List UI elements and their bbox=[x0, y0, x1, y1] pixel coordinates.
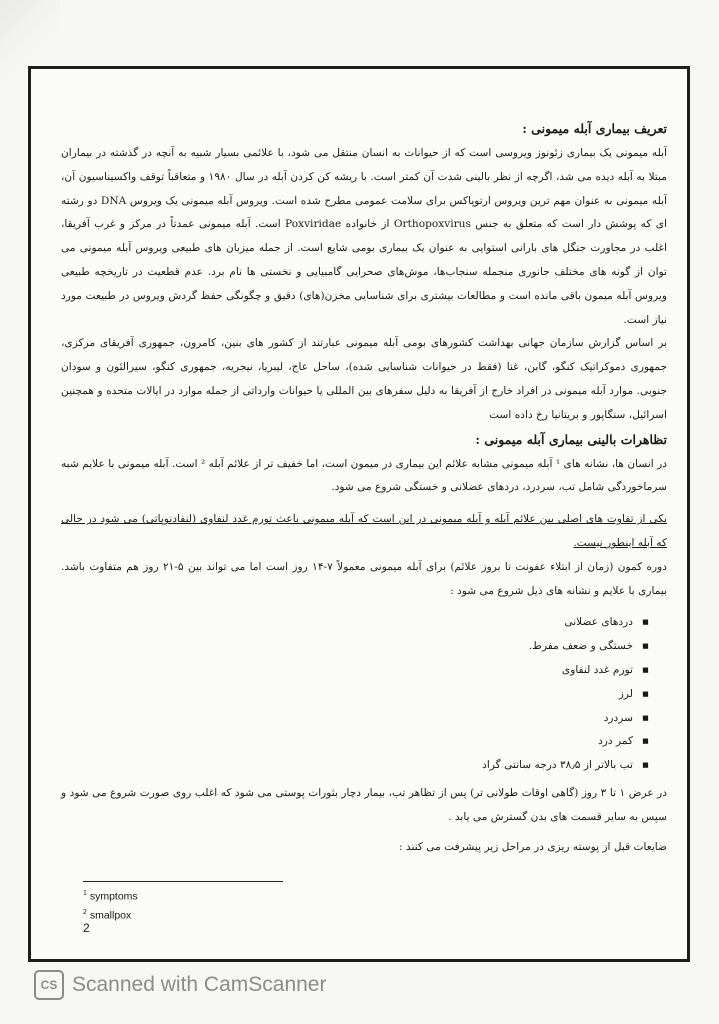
list-item: ▪ کمر درد bbox=[61, 730, 649, 754]
list-item: ▪ تب بالاتر از ۳۸٫۵ درجه سانتی گراد bbox=[61, 754, 649, 778]
list-item: ▪ خستگی و ضعف مفرط. bbox=[61, 635, 649, 659]
lesions-paragraph: ضایعات قبل از پوسته ریزی در مراحل زیر پیشرفت می کنند : bbox=[399, 840, 667, 853]
watermark-text: Scanned with CamScanner bbox=[72, 973, 327, 996]
list-item: ▪ دردهای عضلانی bbox=[61, 611, 649, 635]
camscanner-watermark bbox=[34, 970, 326, 1000]
footnote-1: $^1$ symptoms bbox=[83, 890, 138, 903]
list-item: ▪ سردرد bbox=[61, 707, 649, 731]
document-page bbox=[28, 66, 690, 962]
page-number: 2 bbox=[83, 921, 90, 935]
footnotes bbox=[83, 881, 283, 923]
incubation-paragraph: دوره کمون (زمان از ابتلاء عفونت تا بروز علائم) برای آبله میمونی معمولاً ۷-۱۴ روز است اما می تواند بین ۵-۲۱ روز هم متفاوت باشد. بیماری با علایم و نشانه های ذیل شروع می شود : bbox=[61, 560, 667, 597]
footnote-2: $^2$ smallpox bbox=[83, 908, 132, 921]
rash-paragraph: در عرض ۱ تا ۳ روز (گاهی اوقات طولانی تر) پس از تظاهر تب، بیمار دچار بثورات پوستی می شود که اغلب روی صورت شروع می شود و سپس به سایر قسمت های بدن گسترش می یابد . bbox=[61, 786, 667, 823]
camscanner-logo-icon: CS bbox=[34, 970, 64, 1000]
section-heading-definition: تعریف بیماری آبله میمونی : bbox=[522, 121, 667, 136]
endemic-countries-paragraph: بر اساس گزارش سازمان جهانی بهداشت کشورهای بومی آبله میمونی عبارتند از کشور های بنین، کامرون، جمهوری آفریقای مرکزی، جمهوری دموکراتیک کنگو، گابن، غنا (فقط در حیوانات شناسایی شده)، ساحل عاج، لیبریا، نیجریه، جمهوری کنگو، سیرالئون و سودان جنوبی. موارد آبله میمونی در افراد خارج از آفریقا به دلیل سفرهای بین المللی یا حیوانات وارداتی از جمله موارد در ایالات متحده و همچنین اسرائیل، سنگاپور و بریتانیا رخ داده است bbox=[61, 337, 667, 421]
list-item: ▪ لرز bbox=[61, 683, 649, 707]
difference-paragraph: یکی از تفاوت های اصلی بین علائم آبله و آبله میمونی در این است که آبله میمونی باعث تورم غدد لنفاوی (لنفادنوپاتی) می شود در حالی که آبله اینطور نیست. bbox=[61, 513, 667, 549]
footnote-divider bbox=[83, 881, 283, 882]
list-item: ▪ تورم غدد لنفاوی bbox=[61, 659, 649, 683]
section-heading-clinical: تظاهرات بالینی بیماری آبله میمونی : bbox=[475, 431, 667, 447]
clinical-paragraph: در انسان ها، نشانه های ¹ آبله میمونی مشابه علائم این بیماری در میمون است، اما خفیف تر از علائم آبله ² است. آبله میمونی با علایم شبه سرماخوردگی شامل تب، سردرد، دردهای عضلانی و خستگی شروع می شود. bbox=[61, 457, 667, 494]
definition-paragraph: آبله میمونی یک بیماری زئونوز ویروسی است که از حیوانات به انسان منتقل می شود، با علائمی بسیار شبیه به آنچه در گذشته در بیماران مبتلا به آبله دیده می شد، اگرچه از نظر بالینی شدت آن کمتر است. با ریشه کن کردن آبله در سال ۱۹۸۰ و متعاقباً توقف واکسیناسیون آن، آبله میمونی به عنوان مهم ترین ویروس ارتوپاکس برای سلامت عمومی مطرح شده است. ویروس آبله میمونی یک ویروس DNA دو رشته ای که پوشش دار است که متعلق به جنس Orthopoxvirus از خانواده Poxviridae است. آبله میمونی عمدتاً در مرکز و غرب آفریقا، اغلب در مجاورت جنگل های بارانی استوایی به عنوان یک بیماری بومی شایع است. از جمله میزبان های طبیعی ویروس آبله میمونی می توان از گونه های مختلف جانوری منجمله سنجاب‌ها، موش‌های صحرایی گامبیایی و نخستی ها نام برد. عدم قطعیت در تاریخچه طبیعی ویروس آبله میمون باقی مانده است و مطالعات بیشتری برای شناسایی مخزن(های) دقیق و چگونگی حفظ گردش ویروس در طبیعت مورد نیاز است. bbox=[61, 147, 667, 326]
page-body bbox=[61, 121, 667, 859]
symptom-list bbox=[61, 611, 667, 778]
